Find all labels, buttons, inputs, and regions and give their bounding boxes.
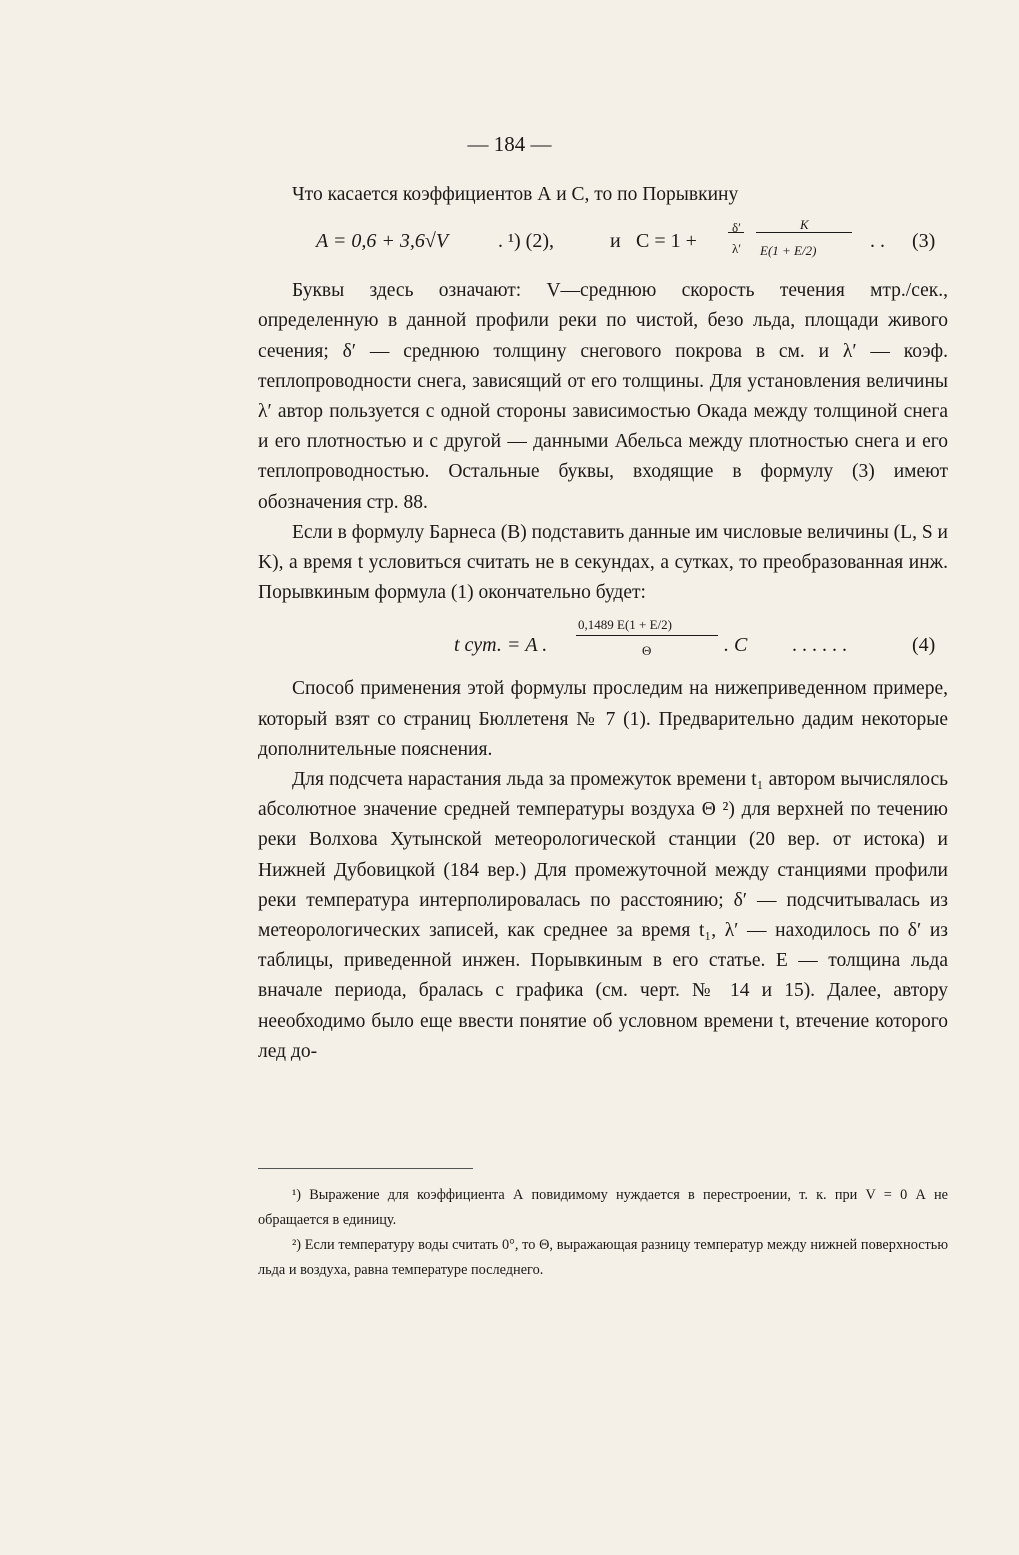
formula-rhs: . C bbox=[724, 634, 748, 657]
fraction-delta: δ′ bbox=[732, 220, 741, 236]
formula-leader-dots: . . bbox=[870, 230, 885, 253]
paragraph-notation: Буквы здесь означают: V—среднюю скорость течения мтр./сек., определенную в данной профили реки по чистой, безо льда, площади живого сечения; δ′ — среднюю толщину снегового покрова в см. и λ′ — коэф. теплопроводности снега, зависящий от его толщины. Для установления величины λ′ автор пользуется с одной стороны зависимостью Окада между толщиной снега и его плотностью и с другой — данными Абельса между плотностью снега и его теплопроводностью. Остальные буквы, входящие в формулу (3) имеют обозначения стр. 88. bbox=[258, 280, 948, 513]
footnotes bbox=[258, 1183, 948, 1283]
page-number: — 184 — bbox=[467, 132, 552, 156]
footnote-divider bbox=[258, 1168, 473, 1169]
paragraph-calculation: Для подсчета нарастания льда за промежуток времени t₁ автором вычислялось абсолютное значение средней температуры воздуха Θ ²) для верхней по течению реки Волхова Хутынской метеорологической станции (20 вер. от истока) и Нижней Дубовицкой (184 вер.) Для промежуточной между станциями профили реки температура интерполировалась по расстоянию; δ′ — подсчитывалась из метеорологических записей, как среднее за время t₁, λ′ — находилось по δ′ из таблицы, приведенной инжен. Порывкиным в его статье. E — толщина льда вначале периода, бралась с графика (см. черт. № 14 и 15). Далее, автору нееобходимо было еще ввести понятие об условном времени t, втечение которого лед до- bbox=[258, 769, 948, 1062]
formula-a-expression: A = 0,6 + 3,6√V bbox=[316, 230, 449, 253]
paragraph-barnes: Если в формулу Барнеса (B) подставить данные им числовые величины (L, S и K), а время t условиться считать не в секундах, а сутках, то преобразованная инж. Порывкиным формула (1) окончательно будет: bbox=[258, 521, 948, 604]
formula-ice-time bbox=[258, 608, 948, 674]
formula-number-3: (3) bbox=[912, 230, 936, 253]
body-text bbox=[258, 180, 948, 1067]
paragraph-intro: Что касается коэффициентов А и С, то по Порывкину bbox=[292, 184, 739, 205]
fraction-bar-k bbox=[756, 232, 852, 233]
fraction-lambda: λ′ bbox=[732, 241, 742, 257]
formula-coefficients bbox=[258, 210, 948, 276]
formula-leader-dots: . . . . . . bbox=[792, 634, 847, 657]
footnote-1: ¹) Выражение для коэффициента А повидимому нуждается в перестроении, т. к. при V = 0 А не обращается в единицу. bbox=[258, 1187, 948, 1228]
formula-conjunction: и bbox=[610, 230, 621, 253]
fraction-k: K bbox=[800, 217, 809, 233]
fraction-numerator: 0,1489 E(1 + E/2) bbox=[578, 617, 672, 633]
paragraph-method: Способ применения этой формулы проследим на нижеприведенном примере, который взят со страниц Бюллетеня № 7 (1). Предварительно дадим некоторые дополнительные пояснения. bbox=[258, 678, 948, 760]
formula-footnote-ref: . ¹) (2), bbox=[498, 230, 554, 253]
formula-c-expression: C = 1 + bbox=[636, 230, 697, 253]
fraction-theta: Θ bbox=[642, 643, 652, 659]
formula-lhs: t сут. = A . bbox=[454, 634, 548, 657]
fraction-bar-delta-lambda bbox=[728, 232, 744, 233]
fraction-denominator: E(1 + E/2) bbox=[760, 243, 817, 259]
footnote-2: ²) Если температуру воды считать 0°, то Θ, выражающая разницу температур между нижней поверхностью льда и воздуха, равна температуре последнего. bbox=[258, 1237, 948, 1278]
formula-number-4: (4) bbox=[912, 634, 936, 657]
